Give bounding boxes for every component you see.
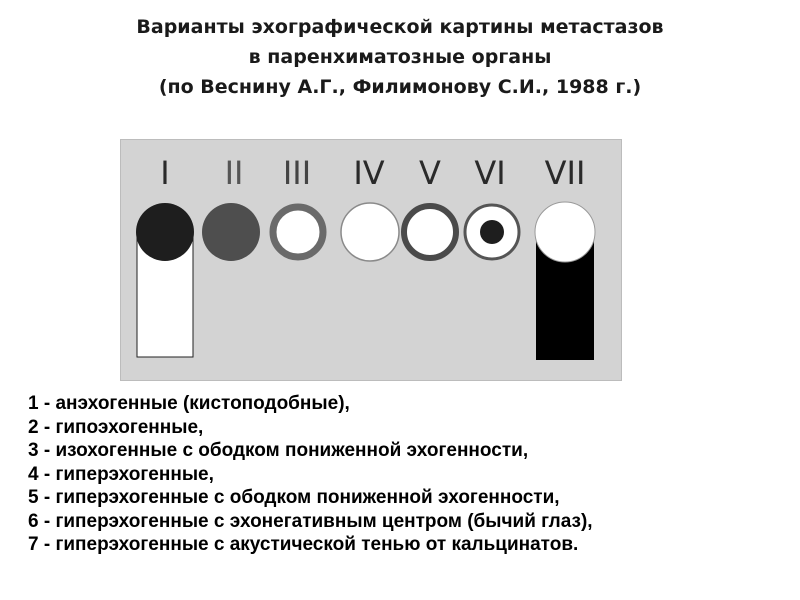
label-V: V [419, 154, 441, 192]
hyperechoic-rim-lesion [404, 206, 456, 258]
legend [28, 392, 593, 557]
label-II: II [224, 154, 244, 192]
label-IV: IV [353, 154, 385, 192]
bulls-eye-center [480, 220, 504, 244]
legend-item-7: 7 - гиперэхогенные с акустической тенью от кальцинатов. [28, 534, 579, 555]
legend-item-5: 5 - гиперэхогенные с ободком пониженной эхогенности, [28, 487, 560, 508]
title-line-1: Варианты эхографической картины метастазов [136, 16, 664, 38]
legend-item-6: 6 - гиперэхогенные с эхонегативным центром (бычий глаз), [28, 510, 593, 532]
legend-item-1: 1 - анэхогенные (кистоподобные), [28, 393, 350, 414]
title-block [0, 12, 800, 102]
title-line-3: (по Веснину А.Г., Филимонову С.И., 1988 г.) [158, 76, 642, 98]
anechoic-lesion [136, 203, 194, 261]
calcified-lesion [535, 202, 595, 262]
legend-item-4: 4 - гиперэхогенные, [28, 463, 214, 485]
echo-diagram-panel [120, 139, 622, 381]
hypoechoic-lesion [202, 203, 260, 261]
label-VII: VII [544, 154, 586, 192]
legend-item-2: 2 - гипоэхогенные, [28, 416, 204, 438]
label-I: I [160, 154, 170, 192]
isoechoic-rim-lesion [273, 207, 323, 257]
echo-diagram [121, 140, 621, 380]
label-III: III [282, 154, 312, 192]
hyperechoic-lesion [341, 203, 399, 261]
title-line-2: в паренхиматозные органы [248, 46, 552, 68]
legend-item-3: 3 - изохогенные с ободком пониженной эхогенности, [28, 440, 529, 461]
label-VI: VI [474, 154, 506, 192]
